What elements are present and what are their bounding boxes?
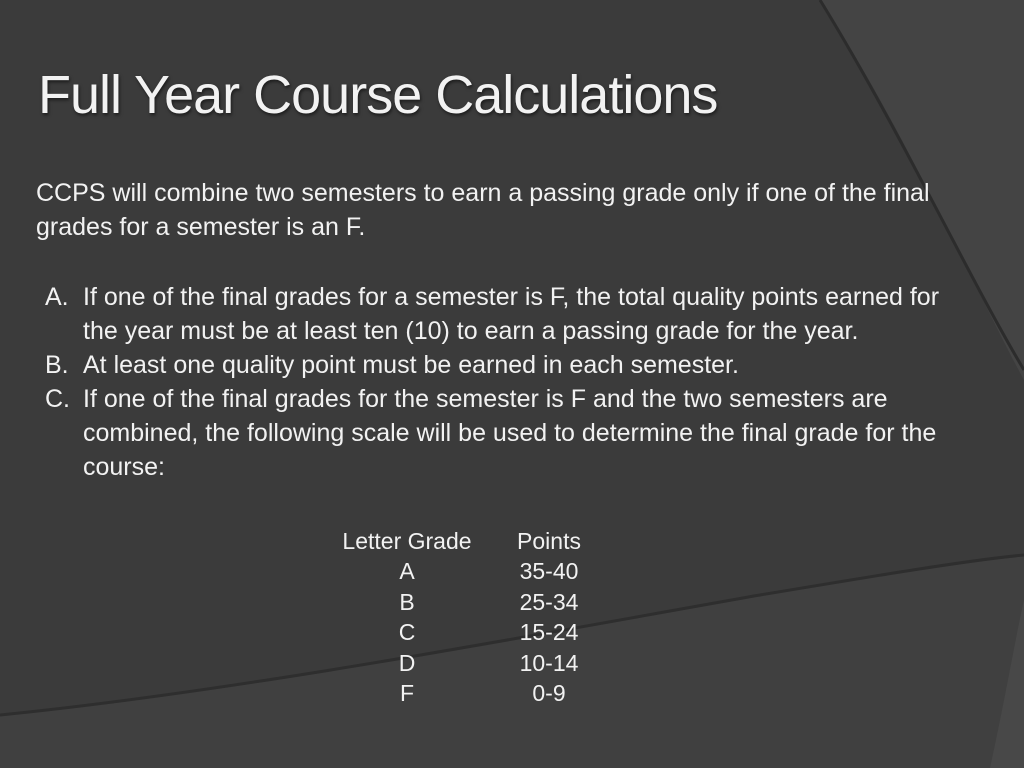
letter-grade-cell: F	[399, 680, 415, 707]
list-item	[36, 348, 976, 382]
letter-grade-header: Letter Grade	[342, 527, 472, 554]
list-item-text: At least one quality point must be earned in each semester.	[83, 351, 739, 379]
table-header-row	[326, 526, 610, 557]
letter-grade-cell: A	[399, 558, 415, 585]
list-item-text: If one of the final grades for the semester is F and the two semesters are combined, the following scale will be used to determine the final grade for the course:	[83, 385, 937, 481]
points-cell: 35-40	[519, 558, 579, 585]
slide-title: Full Year Course Calculations	[38, 65, 718, 125]
intro-paragraph: CCPS will combine two semesters to earn a passing grade only if one of the final grades for a semester is an F.	[36, 179, 930, 241]
points-header: Points	[517, 527, 581, 554]
lettered-list	[36, 280, 976, 484]
list-marker: B.	[45, 351, 69, 379]
list-item-text: If one of the final grades for a semester is F, the total quality points earned for the year must be at least ten (10) to earn a passing grade for the year.	[83, 283, 940, 345]
points-cell: 25-34	[519, 588, 579, 615]
table-row	[326, 648, 610, 679]
letter-grade-cell: C	[398, 619, 416, 646]
table-row	[326, 679, 610, 710]
letter-grade-cell: B	[399, 588, 415, 615]
points-cell: 15-24	[519, 619, 579, 646]
grade-scale-table	[326, 526, 610, 709]
list-marker: C.	[45, 385, 70, 413]
table-row	[326, 587, 610, 618]
points-cell: 0-9	[532, 680, 566, 707]
list-item	[36, 280, 976, 348]
points-cell: 10-14	[519, 649, 579, 676]
table-row	[326, 618, 610, 649]
table-row	[326, 557, 610, 588]
list-item	[36, 382, 976, 484]
list-marker: A.	[45, 283, 69, 311]
letter-grade-cell: D	[398, 649, 416, 676]
